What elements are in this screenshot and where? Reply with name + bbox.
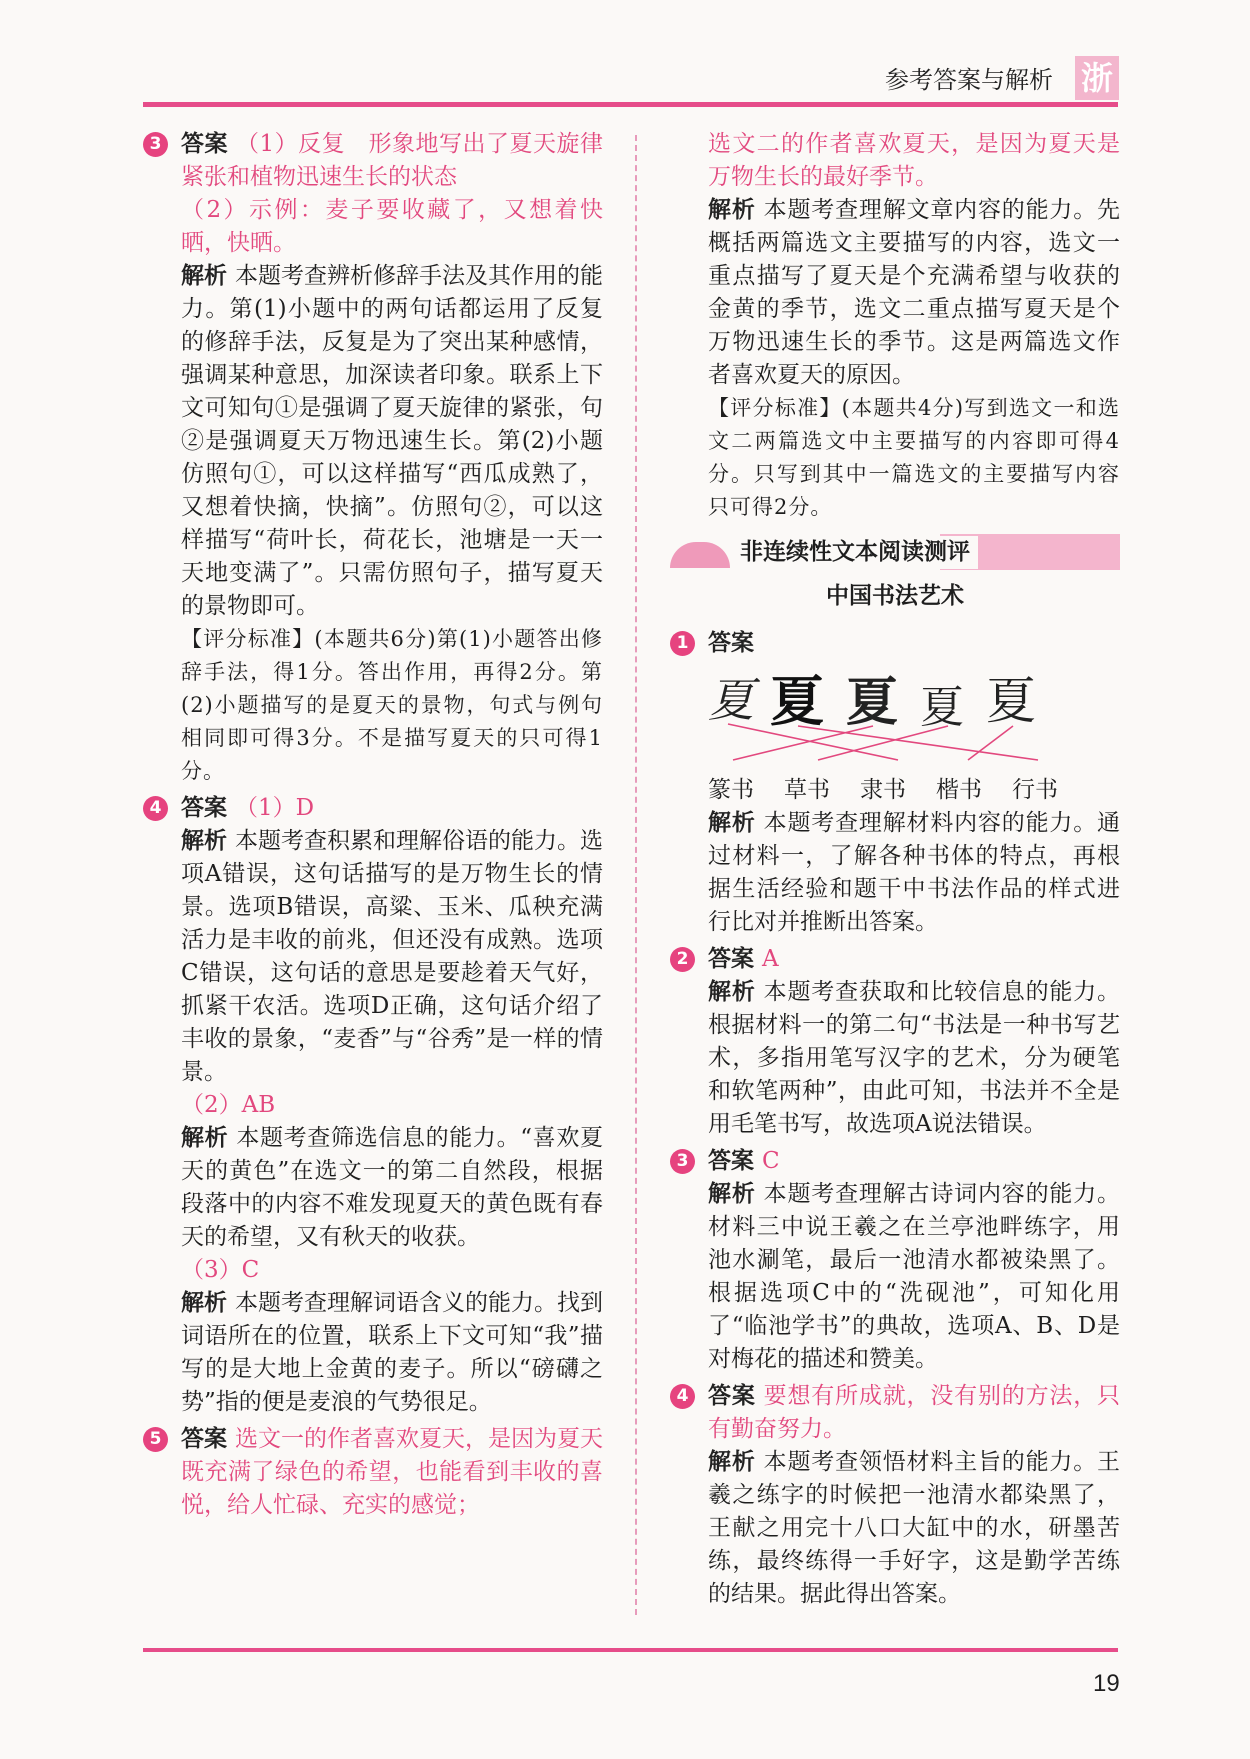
analysis-label: 解析: [708, 979, 756, 1005]
scoring-standard: 【评分标准】(本题共6分)第(1)小题答出修辞手法，得1分。答出作用，再得2分。第(2)小题描写的是夏天的景物，句式与例句相同即可得3分。不是描写夏天的只可得1分。: [181, 627, 603, 783]
answer-text-3: （3）C: [181, 1257, 260, 1283]
glyph-regular: 夏: [920, 682, 964, 733]
question-3-block: [143, 128, 603, 788]
analysis-text: 本题考查积累和理解俗语的能力。选项A错误，这句话描写的是万物生长的情景。选项B错误，高粱、玉米、瓜秧充满活力是丰收的前兆，但还没有成熟。选项C错误，这句话的意思是要趁着天气好，抓紧干农活。选项D正确，这句话介绍了丰收的景象，“麦香”与“谷秀”是一样的情景。: [181, 828, 603, 1085]
glyph-bold: 夏: [770, 669, 824, 733]
analysis-label: 解析: [181, 1125, 229, 1151]
question-2-block: [670, 943, 1120, 1141]
answer-text-2: （2）示例：麦子要收藏了，又想着快晒，快晒。: [181, 197, 603, 256]
analysis-text: 本题考查理解材料内容的能力。通过材料一，了解各种书体的特点，再根据生活经验和题干中书法作品的样式进行比对并推断出答案。: [708, 810, 1120, 935]
answer-text: （1）D: [235, 795, 315, 821]
answer-label: 答案: [181, 1426, 227, 1452]
answer-label: 答案: [708, 1383, 756, 1409]
answer-label: 答案: [708, 946, 754, 972]
header-rule: [143, 102, 1118, 107]
question-number-badge: 1: [670, 631, 695, 656]
glyph-seal: 夏: [986, 672, 1036, 730]
question-5-block: [143, 1423, 603, 1522]
script-label: 篆书: [708, 777, 754, 803]
column-divider: [635, 135, 637, 1615]
answer-text-continued: 选文二的作者喜欢夏天，是因为夏天是万物生长的最好季节。: [708, 131, 1120, 190]
script-label: 草书: [784, 777, 830, 803]
question-4-block: [670, 1380, 1120, 1611]
script-label: 隶书: [860, 777, 906, 803]
analysis-label: 解析: [708, 197, 756, 223]
answer-text: C: [762, 1148, 780, 1174]
analysis-label: 解析: [708, 1449, 756, 1475]
question-number-badge: 2: [670, 947, 695, 972]
question-number-badge: 3: [670, 1149, 695, 1174]
analysis-label: 解析: [181, 828, 227, 854]
script-label: 行书: [1012, 777, 1058, 803]
script-labels: [708, 774, 1058, 807]
page-number: 19: [1093, 1670, 1120, 1697]
question-5-continued: [670, 128, 1120, 524]
answer-label: 答案: [181, 131, 228, 157]
scoring-standard: 【评分标准】(本题共4分)写到选文一和选文二两篇选文中主要描写的内容即可得4分。只写到其中一篇选文的主要描写内容只可得2分。: [708, 396, 1120, 519]
glyph-cursive: 夏: [708, 673, 754, 727]
left-column: [143, 128, 603, 1522]
analysis-text-2: 本题考查筛选信息的能力。“喜欢夏天的黄色”在选文一的第二自然段，根据段落中的内容不难发现夏天的黄色既有春天的希望，又有秋天的收获。: [181, 1125, 603, 1250]
answer-label: 答案: [181, 795, 227, 821]
analysis-text: 本题考查领悟材料主旨的能力。王羲之练字的时候把一池清水都染黑了，王献之用完十八口大缸中的水，研墨苦练，最终练得一手好字，这是勤学苦练的结果。据此得出答案。: [708, 1449, 1120, 1607]
answer-text: A: [762, 946, 779, 972]
answer-label: 答案: [708, 630, 754, 656]
analysis-label: 解析: [181, 263, 227, 289]
script-label: 楷书: [936, 777, 982, 803]
analysis-label: 解析: [708, 1181, 756, 1207]
question-4-block: [143, 792, 603, 1419]
analysis-text: 本题考查理解文章内容的能力。先概括两篇选文主要描写的内容，选文一重点描写了夏天是个充满希望与收获的金黄的季节，选文二重点描写夏天是个万物迅速生长的季节。这是两篇选文作者喜欢夏天的原因。: [708, 197, 1120, 388]
glyph-clerical: 夏: [846, 672, 899, 733]
answer-label: 答案: [708, 1148, 754, 1174]
section-title: 非连续性文本阅读测评: [740, 536, 978, 569]
answer-text: 选文一的作者喜欢夏天，是因为夏天既充满了绿色的希望，也能看到丰收的喜悦，给人忙碌、充实的感觉；: [181, 1426, 603, 1518]
question-3-block: [670, 1145, 1120, 1376]
question-number-badge: 4: [670, 1384, 695, 1409]
analysis-text: 本题考查理解古诗词内容的能力。材料三中说王羲之在兰亭池畔练字，用池水涮笔，最后一池清水都被染黑了。根据选项C中的“洗砚池”，可知化用了“临池学书”的典故，选项A、B、D是对梅花的描述和赞美。: [708, 1181, 1120, 1372]
analysis-label: 解析: [181, 1290, 227, 1316]
question-number-badge: 3: [143, 132, 168, 157]
answer-text: 要想有所成就，没有别的方法，只有勤奋努力。: [708, 1383, 1120, 1442]
leaf-icon: [670, 542, 730, 568]
question-number-badge: 4: [143, 796, 168, 821]
page-header-title: 参考答案与解析: [885, 66, 1053, 94]
analysis-text: 本题考查辨析修辞手法及其作用的能力。第(1)小题中的两句话都运用了反复的修辞手法，反复是为了突出某种感情，强调某种意思，加深读者印象。联系上下文可知句①是强调了夏天旋律的紧张，句②是强调夏天万物迅速生长。第(2)小题仿照句①，可以这样描写“西瓜成熟了，又想着快摘，快摘”。仿照句②，可以这样描写“荷叶长，荷花长，池塘是一天一天地变满了”。只需仿照句子，描写夏天的景物即可。: [181, 263, 603, 619]
analysis-text-3: 本题考查理解词语含义的能力。找到词语所在的位置，联系上下文可知“我”描写的是大地上金黄的麦子。所以“磅礴之势”指的便是麦浪的气势很足。: [181, 1290, 603, 1415]
section-header: [670, 534, 1120, 570]
calligraphy-matching-figure: [708, 664, 1120, 774]
article-title: 中国书法艺术: [826, 583, 964, 609]
question-1-block: [670, 627, 1120, 939]
analysis-text: 本题考查获取和比较信息的能力。根据材料一的第二句“书法是一种书写艺术，多指用笔写汉字的艺术，分为硬笔和软笔两种”，由此可知，书法并不全是用毛笔书写，故选项A说法错误。: [708, 979, 1120, 1137]
answer-text-2: （2）AB: [181, 1092, 276, 1118]
right-column: [670, 128, 1120, 1611]
analysis-label: 解析: [708, 810, 756, 836]
footer-rule: [143, 1648, 1118, 1652]
answer-text: （1）反复 形象地写出了夏天旋律紧张和植物迅速生长的状态: [181, 131, 603, 190]
province-badge: 浙: [1075, 56, 1119, 100]
question-number-badge: 5: [143, 1427, 168, 1452]
